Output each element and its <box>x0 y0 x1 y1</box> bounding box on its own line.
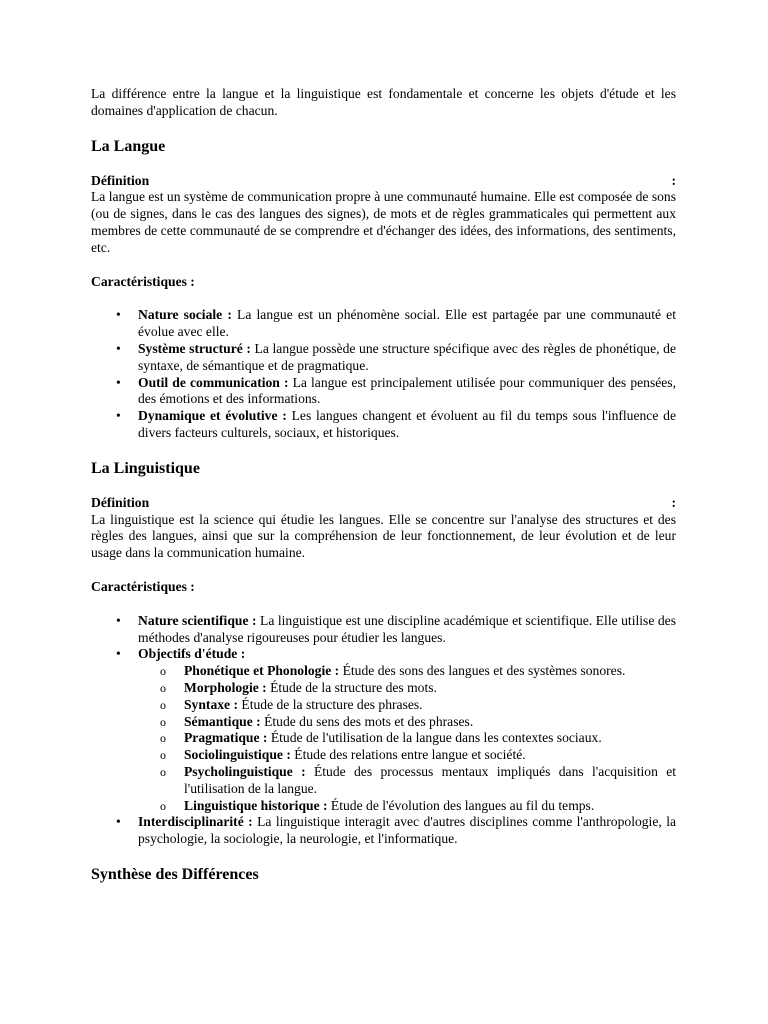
subitem-term: Psycholinguistique : <box>184 763 306 779</box>
document-page <box>91 86 676 901</box>
item-term: Nature sociale : <box>138 307 232 323</box>
subitem-text: Étude de l'évolution des langues au fil du temps. <box>327 797 595 813</box>
item-term: Objectifs d'étude : <box>138 646 246 662</box>
sub-list-item <box>160 663 676 680</box>
subitem-text: Étude des processus mentaux impliqués dans l'acquisition et l'utilisation de la langue. <box>184 763 677 796</box>
linguistique-definition <box>91 495 676 562</box>
sub-list-item <box>160 696 676 714</box>
sub-list-item <box>160 797 676 815</box>
sub-list-item <box>160 747 676 764</box>
linguistique-characteristics-list <box>91 613 676 848</box>
circle-bullet-icon: o <box>160 680 166 695</box>
subitem-term: Sociolinguistique : <box>184 747 291 763</box>
item-text: La langue possède une structure spécifique avec des règles de phonétique, de syntaxe, de sémantique et de pragmatique. <box>138 340 676 373</box>
subitem-text: Étude de la structure des mots. <box>266 679 437 695</box>
subitem-term: Phonétique et Phonologie : <box>184 663 340 679</box>
item-text: La linguistique interagit avec d'autres disciplines comme l'anthropologie, la psychologie, la sociologie, la neurologie, et l'informatique. <box>138 814 677 847</box>
list-item <box>116 374 676 409</box>
item-term: Système structuré : <box>138 340 251 356</box>
bullet-icon: • <box>116 612 121 628</box>
list-item <box>116 814 677 848</box>
linguistique-definition-heading <box>91 495 676 512</box>
langue-characteristics-label: Caractéristiques : <box>91 273 195 289</box>
definition-colon: : <box>671 172 676 188</box>
circle-bullet-icon: o <box>160 748 166 763</box>
langue-definition <box>91 173 676 257</box>
sub-list-item <box>160 763 677 798</box>
definition-label: Définition <box>91 494 150 510</box>
item-text: La linguistique est une discipline académique et scientifique. Elle utilise des méthodes d'analyse rigoureuses pour étudier les langues. <box>138 612 676 645</box>
intro-paragraph: La différence entre la langue et la linguistique est fondamentale et concerne les objets d'étude et les domaines d'application de chacun. <box>91 86 676 118</box>
list-item <box>116 646 677 814</box>
subitem-text: Étude des sons des langues et des systèmes sonores. <box>339 663 626 679</box>
objectifs-sublist <box>138 663 676 814</box>
section-title-langue: La Langue <box>91 137 166 155</box>
langue-definition-heading <box>91 173 676 190</box>
subitem-term: Syntaxe : <box>184 696 238 712</box>
linguistique-characteristics-label: Caractéristiques : <box>91 578 195 594</box>
section-title-linguistique: La Linguistique <box>91 459 200 477</box>
circle-bullet-icon: o <box>160 664 166 679</box>
section-title-synthese: Synthèse des Différences <box>91 865 259 883</box>
linguistique-definition-text: La linguistique est la science qui étudie les langues. Elle se concentre sur l'analyse des structures et des règles des langues, ainsi que sur la compréhension de leur fonctionnement, de leur évolution et de leur usage dans la communication humaine. <box>91 511 676 561</box>
list-item <box>116 340 676 375</box>
item-term: Nature scientifique : <box>138 612 257 628</box>
bullet-icon: • <box>116 340 121 356</box>
langue-characteristics-list <box>91 307 676 441</box>
circle-bullet-icon: o <box>160 731 166 746</box>
list-item <box>116 612 676 647</box>
circle-bullet-icon: o <box>160 798 166 813</box>
item-term: Dynamique et évolutive : <box>138 408 287 424</box>
bullet-icon: • <box>116 307 121 323</box>
circle-bullet-icon: o <box>160 714 166 729</box>
sub-list-item <box>160 730 676 747</box>
sub-list-item <box>160 679 676 697</box>
item-text: La langue est un phénomène social. Elle est partagée par une communauté et évolue avec elle. <box>138 307 676 340</box>
definition-colon: : <box>671 494 676 510</box>
list-item <box>116 408 676 442</box>
item-term: Interdisciplinarité : <box>138 814 253 830</box>
subitem-text: Étude de l'utilisation de la langue dans les contextes sociaux. <box>267 730 602 746</box>
bullet-icon: • <box>116 374 121 390</box>
bullet-icon: • <box>116 646 121 662</box>
definition-label: Définition <box>91 172 150 188</box>
subitem-text: Étude du sens des mots et des phrases. <box>260 713 474 729</box>
circle-bullet-icon: o <box>160 697 166 712</box>
subitem-text: Étude de la structure des phrases. <box>238 696 423 712</box>
langue-definition-text: La langue est un système de communication propre à une communauté humaine. Elle est composée de sons (ou de signes, dans le cas des langues des signes), de mots et de règles grammaticales qui permettent aux membres de cette communauté de se comprendre et d'échanger des idées, des informations, des sentiments, etc. <box>91 189 676 255</box>
item-text: Les langues changent et évoluent au fil du temps sous l'influence de divers facteurs culturels, sociaux, et historiques. <box>138 408 676 440</box>
bullet-icon: • <box>116 814 121 830</box>
sub-list-item <box>160 713 676 731</box>
item-term: Outil de communication : <box>138 374 289 390</box>
subitem-term: Morphologie : <box>184 679 267 695</box>
subitem-text: Étude des relations entre langue et société. <box>290 747 526 763</box>
subitem-term: Pragmatique : <box>184 730 268 746</box>
list-item <box>116 307 676 341</box>
bullet-icon: • <box>116 408 121 424</box>
subitem-term: Linguistique historique : <box>184 797 328 813</box>
item-text: La langue est principalement utilisée pour communiquer des pensées, des émotions et des informations. <box>138 374 676 407</box>
subitem-term: Sémantique : <box>184 713 261 729</box>
circle-bullet-icon: o <box>160 764 166 779</box>
